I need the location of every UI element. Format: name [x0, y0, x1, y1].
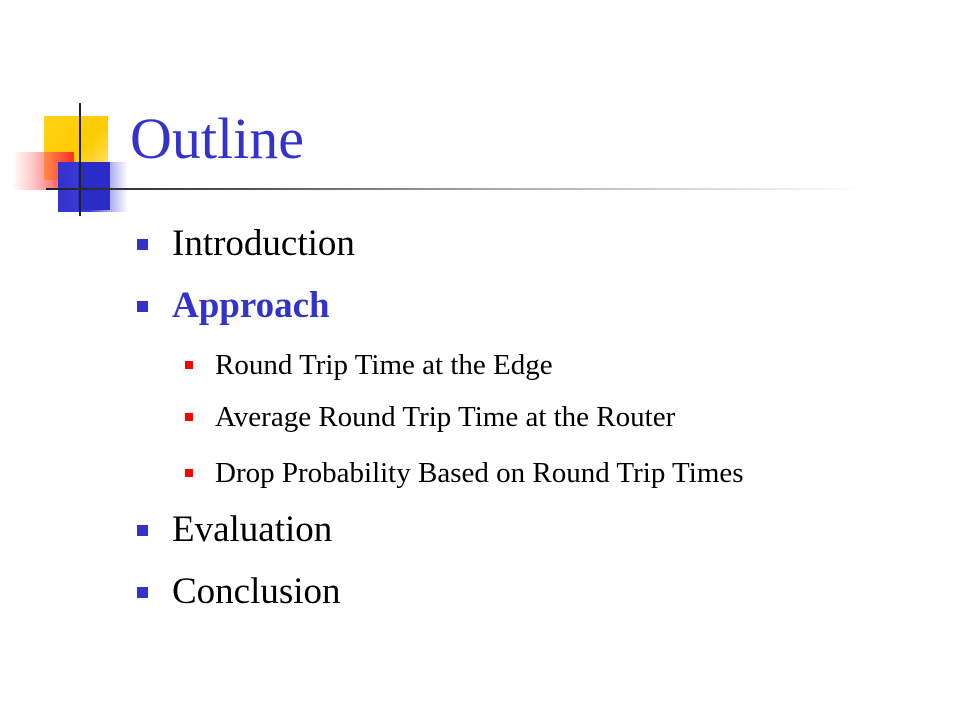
square-bullet-icon — [185, 361, 193, 369]
square-bullet-icon — [185, 413, 193, 421]
bullet-text: Approach — [172, 285, 330, 326]
sub-bullet-avg-rtt-router — [185, 399, 675, 435]
bullet-text: Conclusion — [172, 571, 341, 612]
square-bullet-icon — [137, 301, 148, 312]
sub-bullet-drop-probability — [185, 455, 744, 491]
square-bullet-icon — [137, 587, 148, 598]
square-bullet-icon — [185, 469, 193, 477]
bullet-approach — [137, 284, 330, 328]
bullet-text: Round Trip Time at the Edge — [215, 349, 553, 381]
slide-title: Outline — [130, 106, 304, 171]
bullet-evaluation — [137, 508, 332, 552]
bullet-introduction — [137, 222, 355, 266]
bullet-text: Average Round Trip Time at the Router — [215, 401, 676, 433]
bullet-conclusion — [137, 570, 341, 614]
bullet-text: Drop Probability Based on Round Trip Times — [215, 457, 744, 489]
bullet-text: Evaluation — [172, 509, 333, 550]
square-bullet-icon — [137, 239, 148, 250]
sub-bullet-rtt-edge — [185, 347, 553, 383]
square-bullet-icon — [137, 525, 148, 536]
bullet-text: Introduction — [172, 223, 355, 264]
